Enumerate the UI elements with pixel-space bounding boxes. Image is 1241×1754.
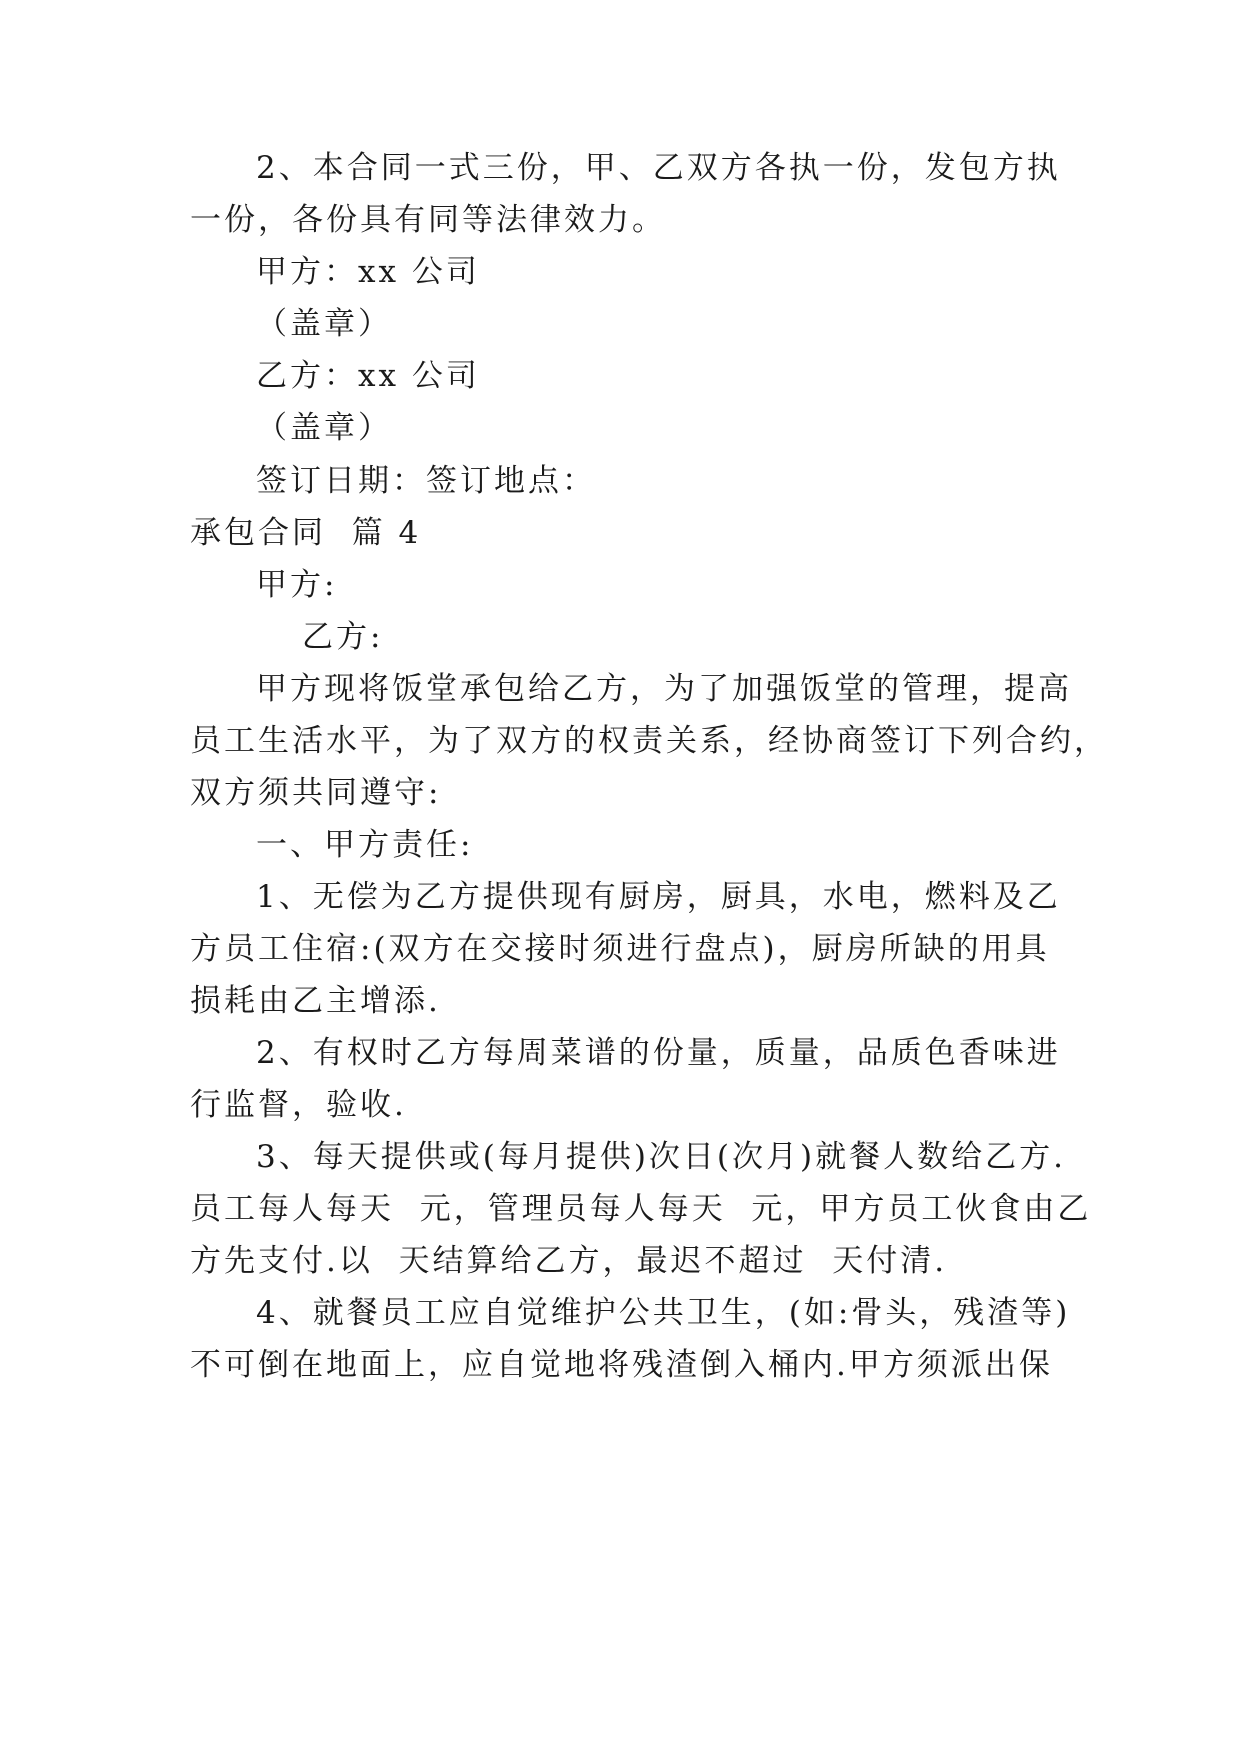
section-heading: 承包合同 篇 4 [190, 515, 422, 551]
party-b-signature: 乙方：xx 公司 [256, 358, 480, 394]
duty-4-line-1: 4、就餐员工应自觉维护公共卫生，(如:骨头，残渣等) [256, 1295, 1071, 1331]
sign-date-place: 签订日期：签订地点： [256, 463, 596, 499]
duty-2-line-1: 2、有权时乙方每周菜谱的份量，质量，品质色香味进 [256, 1035, 1061, 1071]
duty-4-line-2: 不可倒在地面上，应自觉地将残渣倒入桶内.甲方须派出保 [190, 1347, 1053, 1383]
intro-line-2: 员工生活水平，为了双方的权责关系，经协商签订下列合约， [190, 723, 1108, 759]
duty-1-line-3: 损耗由乙主增添. [190, 983, 441, 1019]
party-a-duties-heading: 一、甲方责任: [256, 827, 474, 863]
clause-2-line-2: 一份，各份具有同等法律效力。 [190, 202, 666, 238]
duty-3-line-1: 3、每天提供或(每月提供)次日(次月)就餐人数给乙方. [256, 1139, 1066, 1175]
party-b-seal: （盖章） [256, 410, 392, 446]
duty-3-line-2: 员工每人每天 元，管理员每人每天 元，甲方员工伙食由乙 [190, 1191, 1092, 1227]
party-a-signature: 甲方：xx 公司 [256, 254, 480, 290]
intro-line-1: 甲方现将饭堂承包给乙方，为了加强饭堂的管理，提高 [256, 671, 1072, 707]
intro-line-3: 双方须共同遵守: [190, 775, 442, 811]
party-a-seal: （盖章） [256, 306, 392, 342]
duty-2-line-2: 行监督，验收. [190, 1087, 407, 1123]
duty-1-line-1: 1、无偿为乙方提供现有厨房，厨具，水电，燃料及乙 [256, 879, 1061, 915]
duty-1-line-2: 方员工住宿:(双方在交接时须进行盘点)，厨房所缺的用具 [190, 931, 1050, 967]
clause-2-line-1: 2、本合同一式三份，甲、乙双方各执一份，发包方执 [256, 150, 1061, 186]
duty-3-line-3: 方先支付.以 天结算给乙方，最迟不超过 天付清. [190, 1243, 948, 1279]
party-a-label: 甲方: [256, 567, 338, 603]
party-b-label: 乙方: [302, 619, 384, 655]
